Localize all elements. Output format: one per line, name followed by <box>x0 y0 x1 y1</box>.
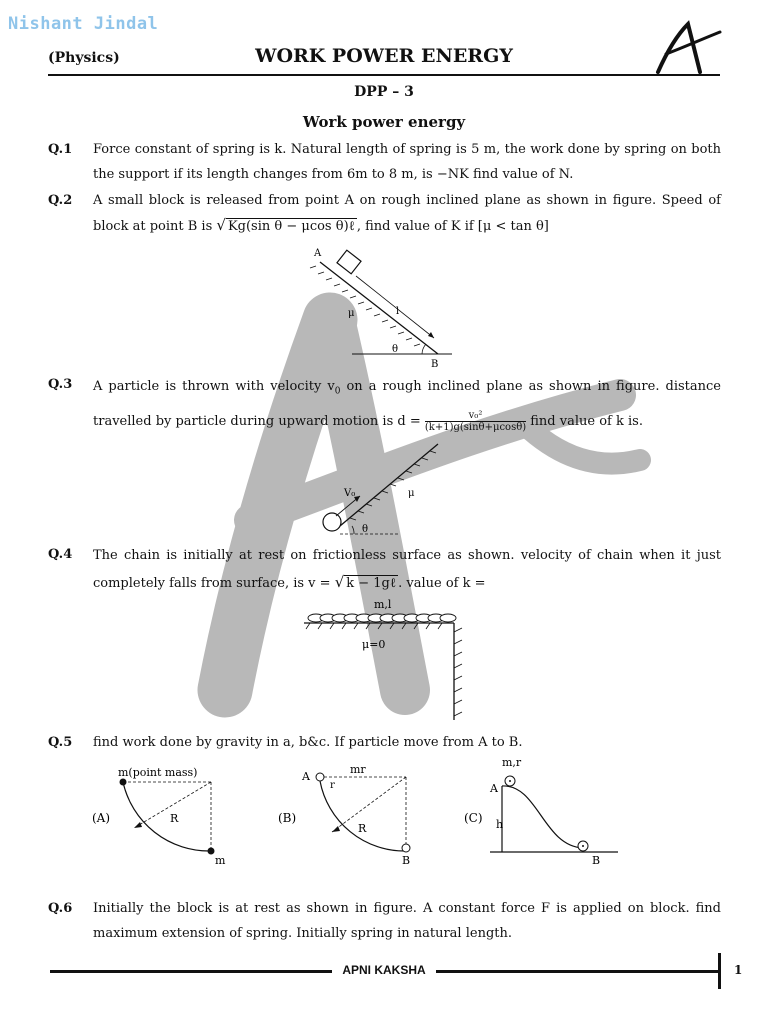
q5-a-mass-label: m(point mass) <box>118 766 198 779</box>
question-number: Q.3 <box>48 377 73 392</box>
q5-c-point-b: B <box>592 854 601 867</box>
watermark-name: Nishant Jindal <box>8 14 159 34</box>
q5-a-m-label: m <box>215 854 226 867</box>
question-text: Force constant of spring is k. Natural length of spring is 5 m, the work done by spring on both the support if its length changes from 6m to 8 m, is −NK find value of N. <box>93 142 721 182</box>
question-text-part: A small block is released from point A on rough inclined plane as shown in figure. Speed of block at point B is <box>93 193 721 234</box>
question-number: Q.2 <box>48 193 73 208</box>
q2-point-b: B <box>431 359 439 370</box>
header-divider <box>48 74 720 76</box>
dpp-label: DPP – 3 <box>354 84 414 100</box>
question-number: Q.4 <box>48 547 73 562</box>
q5-a-radius-label: R <box>170 812 179 825</box>
fraction <box>425 410 526 433</box>
q4-chain-figure <box>300 596 470 722</box>
question-text: A small block is released from point A on rough inclined plane as shown in figure. Speed of block at point B is √ Kg(sin θ − μcos θ)ℓ , find value of K if [μ < tan θ] <box>93 193 721 234</box>
question-text-part: A particle is thrown with velocity v <box>93 379 335 394</box>
subscript: 0 <box>334 386 341 397</box>
q5-b-label: (B) <box>278 811 297 825</box>
footer-rule-left <box>50 970 332 973</box>
q5-b-point-b: B <box>402 854 411 867</box>
q3-incline-figure <box>310 434 460 544</box>
sqrt-expression: Kg(sin θ − μcos θ)ℓ <box>227 219 355 234</box>
question-text-part: find value of k is. <box>526 413 643 429</box>
q5-c-label: (C) <box>464 811 483 825</box>
q4-chain-label: m,l <box>374 598 392 611</box>
q5-a-label: (A) <box>92 811 111 825</box>
q5-b-radius-label: R <box>358 822 367 835</box>
q4-friction-label: μ=0 <box>362 638 386 651</box>
question-text: find work done by gravity in a, b&c. If particle move from A to B. <box>93 735 523 750</box>
q2-theta-label: θ <box>392 344 399 355</box>
q2-length-label: l <box>396 306 400 317</box>
page-title: WORK POWER ENERGY <box>255 45 513 67</box>
subject-label: (Physics) <box>48 50 120 66</box>
q3-theta-label: θ <box>362 524 369 535</box>
q5-b-r-label: r <box>330 780 335 791</box>
fraction-denominator: (k+1)g(sinθ+μcosθ) <box>424 421 527 433</box>
question-text: Initially the block is at rest as shown in figure. A constant force F is applied on block. find maximum extension of spring. Initially spring in natural length. <box>93 901 721 941</box>
question-number: Q.1 <box>48 142 73 157</box>
q3-mu-label: μ <box>408 488 415 499</box>
q2-point-a: A <box>314 248 322 259</box>
question-number: Q.6 <box>48 901 73 916</box>
question-text-part: The chain is initially at rest on frictionless surface as shown. velocity of chain when it just completely falls from surface, is v = <box>93 548 721 591</box>
question-number: Q.5 <box>48 735 73 750</box>
q3-velocity-label: V₀ <box>344 488 356 499</box>
question-text <box>93 372 721 437</box>
question-text: The chain is initially at rest on frictionless surface as shown. velocity of chain when it just completely falls from surface, is v = √ k − 1gℓ . value of k = <box>93 548 721 591</box>
q5-c-point-a: A <box>490 782 498 795</box>
footer-divider <box>718 953 721 989</box>
q2-incline-figure <box>300 244 460 372</box>
question-text-part: . value of k = <box>398 576 486 591</box>
page-number: 1 <box>734 963 743 977</box>
q2-mu-label: μ <box>348 308 355 319</box>
section-subtitle: Work power energy <box>302 113 466 131</box>
fraction-numerator: v₀² <box>425 410 526 422</box>
footer-brand: APNI KAKSHA <box>342 963 426 977</box>
q5-figures <box>88 756 628 868</box>
question-text-part: on a rough inclined plane as shown in figure. distance travelled by particle during upward motion is d = <box>93 379 721 429</box>
q5-b-point-a: A <box>302 770 310 783</box>
footer-rule-right <box>436 970 718 973</box>
question-text-part: , find value of K if [μ < tan θ] <box>356 219 549 234</box>
q5-c-height-label: h <box>496 818 504 831</box>
q5-b-mr-label: mr <box>350 763 366 776</box>
sqrt-expression: k − 1gℓ <box>346 576 397 591</box>
q5-c-mr-label: m,r <box>502 756 522 769</box>
